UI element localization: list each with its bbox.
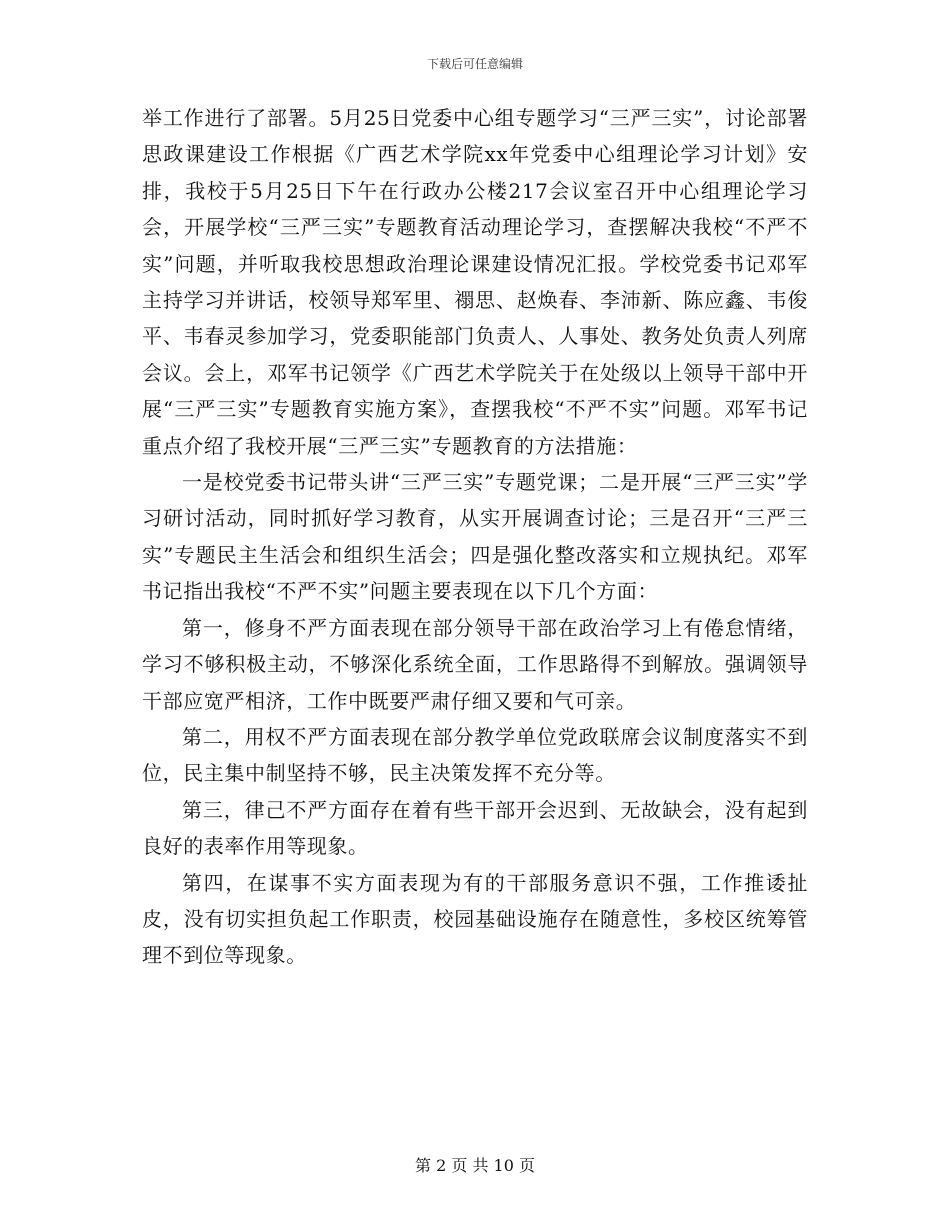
paragraph-point-1: 第一，修身不严方面表现在部分领导干部在政治学习上有倦怠情绪，学习不够积极主动，不够深化系统全面，工作思路得不到解放。强调领导干部应宽严相济，工作中既要严肃仔细又要和气可亲。 xyxy=(142,615,808,713)
page-header: 下载后可任意编辑 xyxy=(426,57,523,71)
document-body xyxy=(142,100,808,974)
paragraph-point-2: 第二，用权不严方面表现在部分教学单位党政联席会议制度落实不到位，民主集中制坚持不够，民主决策发挥不充分等。 xyxy=(142,724,808,786)
page-number: 第 2 页 共 10 页 xyxy=(415,1156,535,1175)
paragraph-meeting-summary: 举工作进行了部署。5月25日党委中心组专题学习“三严三实”，讨论部署思政课建设工作根据《广西艺术学院xx年党委中心组理论学习计划》安排，我校于5月25日下午在行政办公楼217会议室召开中心组理论学习会，开展学校“三严三实”专题教育活动理论学习，查摆解决我校“不严不实”问题，并听取我校思想政治理论课建设情况汇报。学校党委书记邓军主持学习并讲话，校领导郑军里、禤思、赵焕春、李沛新、陈应鑫、韦俊平、韦春灵参加学习，党委职能部门负责人、人事处、教务处负责人列席会议。会上，邓军书记领学《广西艺术学院关于在处级以上领导干部中开展“三严三实”专题教育实施方案》，查摆我校“不严不实”问题。邓军书记重点介绍了我校开展“三严三实”专题教育的方法措施： xyxy=(142,106,808,458)
paragraph-measures: 一是校党委书记带头讲“三严三实”专题党课；二是开展“三严三实”学习研讨活动，同时抓好学习教育，从实开展调查讨论；三是召开“三严三实”专题民主生活会和组织生活会；四是强化整改落实和立规执纪。邓军书记指出我校“不严不实”问题主要表现在以下几个方面： xyxy=(142,470,808,604)
paragraph-point-3: 第三，律己不严方面存在着有些干部开会迟到、无故缺会，没有起到良好的表率作用等现象。 xyxy=(142,797,808,859)
paragraph-point-4: 第四，在谋事不实方面表现为有的干部服务意识不强，工作推诿扯皮，没有切实担负起工作职责，校园基础设施存在随意性，多校区统筹管理不到位等现象。 xyxy=(142,870,808,968)
